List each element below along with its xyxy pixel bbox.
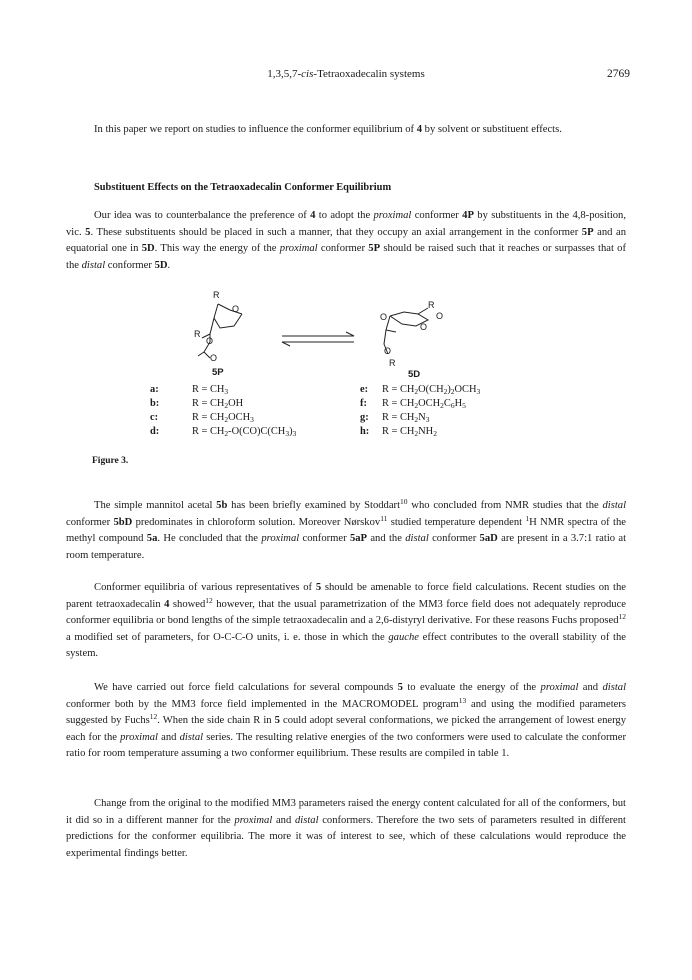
atom-label-r-top-left: R: [213, 290, 220, 300]
paragraph-calculations: We have carried out force field calculations for several compounds 5 to evaluate the energy of the proximal and distal conformer both by the MM3 force field implemented in the MACROMODEL program$^{13}$ and using the modified parameters suggested by Fuchs$^{12}$. When the side chain R in 5 could adopt several conformations, we picked the arrangement of lowest energy each for the proximal and distal series. The resulting relative energies of the two conformers were used to calculate the conformer ratio for room temperature assuming a two conformer equilibrium. These results are compiled in table 1.: [66, 682, 627, 760]
atom-label-r-top-right: R: [428, 300, 435, 310]
running-title: 1,3,5,7-cis-Tetraoxadecalin systems: [267, 68, 425, 80]
atom-label-o: O: [420, 322, 428, 332]
substituent-list: a: $R = CH_3$ b: $R = CH_2OH$ c: $R = CH_2OCH_3$ d: $R = CH_2-O(CO)C(CH_3)_3$ e: $R = CH_2O(CH_2)_2OCH_3$ f: $R = CH_2OCH_2C_6H_5$ g: $R = CH_2N_3$ h: $R = CH_2NH_2$: [150, 384, 481, 438]
page-header: [0, 68, 692, 84]
atom-label-o: O: [232, 304, 240, 314]
atom-label-o: O: [210, 353, 218, 363]
intro-paragraph: In this paper we report on studies to influence the conformer equilibrium of 4 by solvent or substituent effects.: [94, 124, 562, 135]
paragraph-parameters: Change from the original to the modified MM3 parameters raised the energy content calculated for all of the conformers, but it did so in a different manner for the proximal and distal conformers. Therefore the two sets of parameters resulted in different predictions for the conformer equilibria. The more it was of interest to see, which of these calculations would reproduce the experimental findings better.: [66, 798, 627, 859]
figure-caption: Figure 3.: [92, 456, 129, 466]
atom-label-o: O: [206, 336, 214, 346]
compound-label-5P: 5P: [212, 367, 224, 378]
equilibrium-arrows-icon: [282, 332, 354, 346]
atom-label-r: R: [194, 329, 201, 339]
page-number: 2769: [607, 68, 630, 80]
paragraph-mannitol: The simple mannitol acetal 5b has been briefly examined by Stoddart$^{10}$ who concluded from NMR studies that the distal conformer 5bD predominates in chloroform solution. Moreover Nørskov$^{11}$ studied temperature dependent $^1$H NMR spectra of the methyl compound 5a. He concluded that the proximal conformer 5aP and the distal conformer 5aD are present in a 3.7:1 ratio at room temperature.: [66, 497, 627, 561]
atom-label-o: O: [380, 312, 388, 322]
paragraph-force-field: Conformer equilibria of various representatives of 5 should be amenable to force field calculations. Recent studies on the parent tetraoxadecalin 4 showed$^{12}$ however, that the usual parametrization of the MM3 force field does not adequately reproduce conformer equilibria or bond lengths of the simple tetraoxadecalin and a 2,6-distyryl derivative. For these reasons Fuchs proposed$^{12}$ a modified set of parameters, for O-C-C-O units, i. e. those in which the gauche effect contributes to the overall stability of the system.: [66, 582, 627, 660]
atom-label-o: O: [436, 311, 444, 321]
atom-label-r: R: [389, 358, 396, 368]
paragraph-idea: Our idea was to counterbalance the preference of 4 to adopt the proximal conformer 4P by substituents in the 4,8-position, vic. 5. These substituents should be placed in such a manner, that they occupy an axial arrangement in the conformer 5P and an equatorial one in 5D. This way the energy of the proximal conformer 5P should be raised such that it reaches or surpasses that of the distal conformer 5D.: [66, 210, 627, 271]
compound-label-5D: 5D: [408, 369, 421, 380]
section-heading: Substituent Effects on the Tetraoxadecalin Conformer Equilibrium: [94, 182, 392, 193]
atom-label-o: O: [384, 346, 392, 356]
